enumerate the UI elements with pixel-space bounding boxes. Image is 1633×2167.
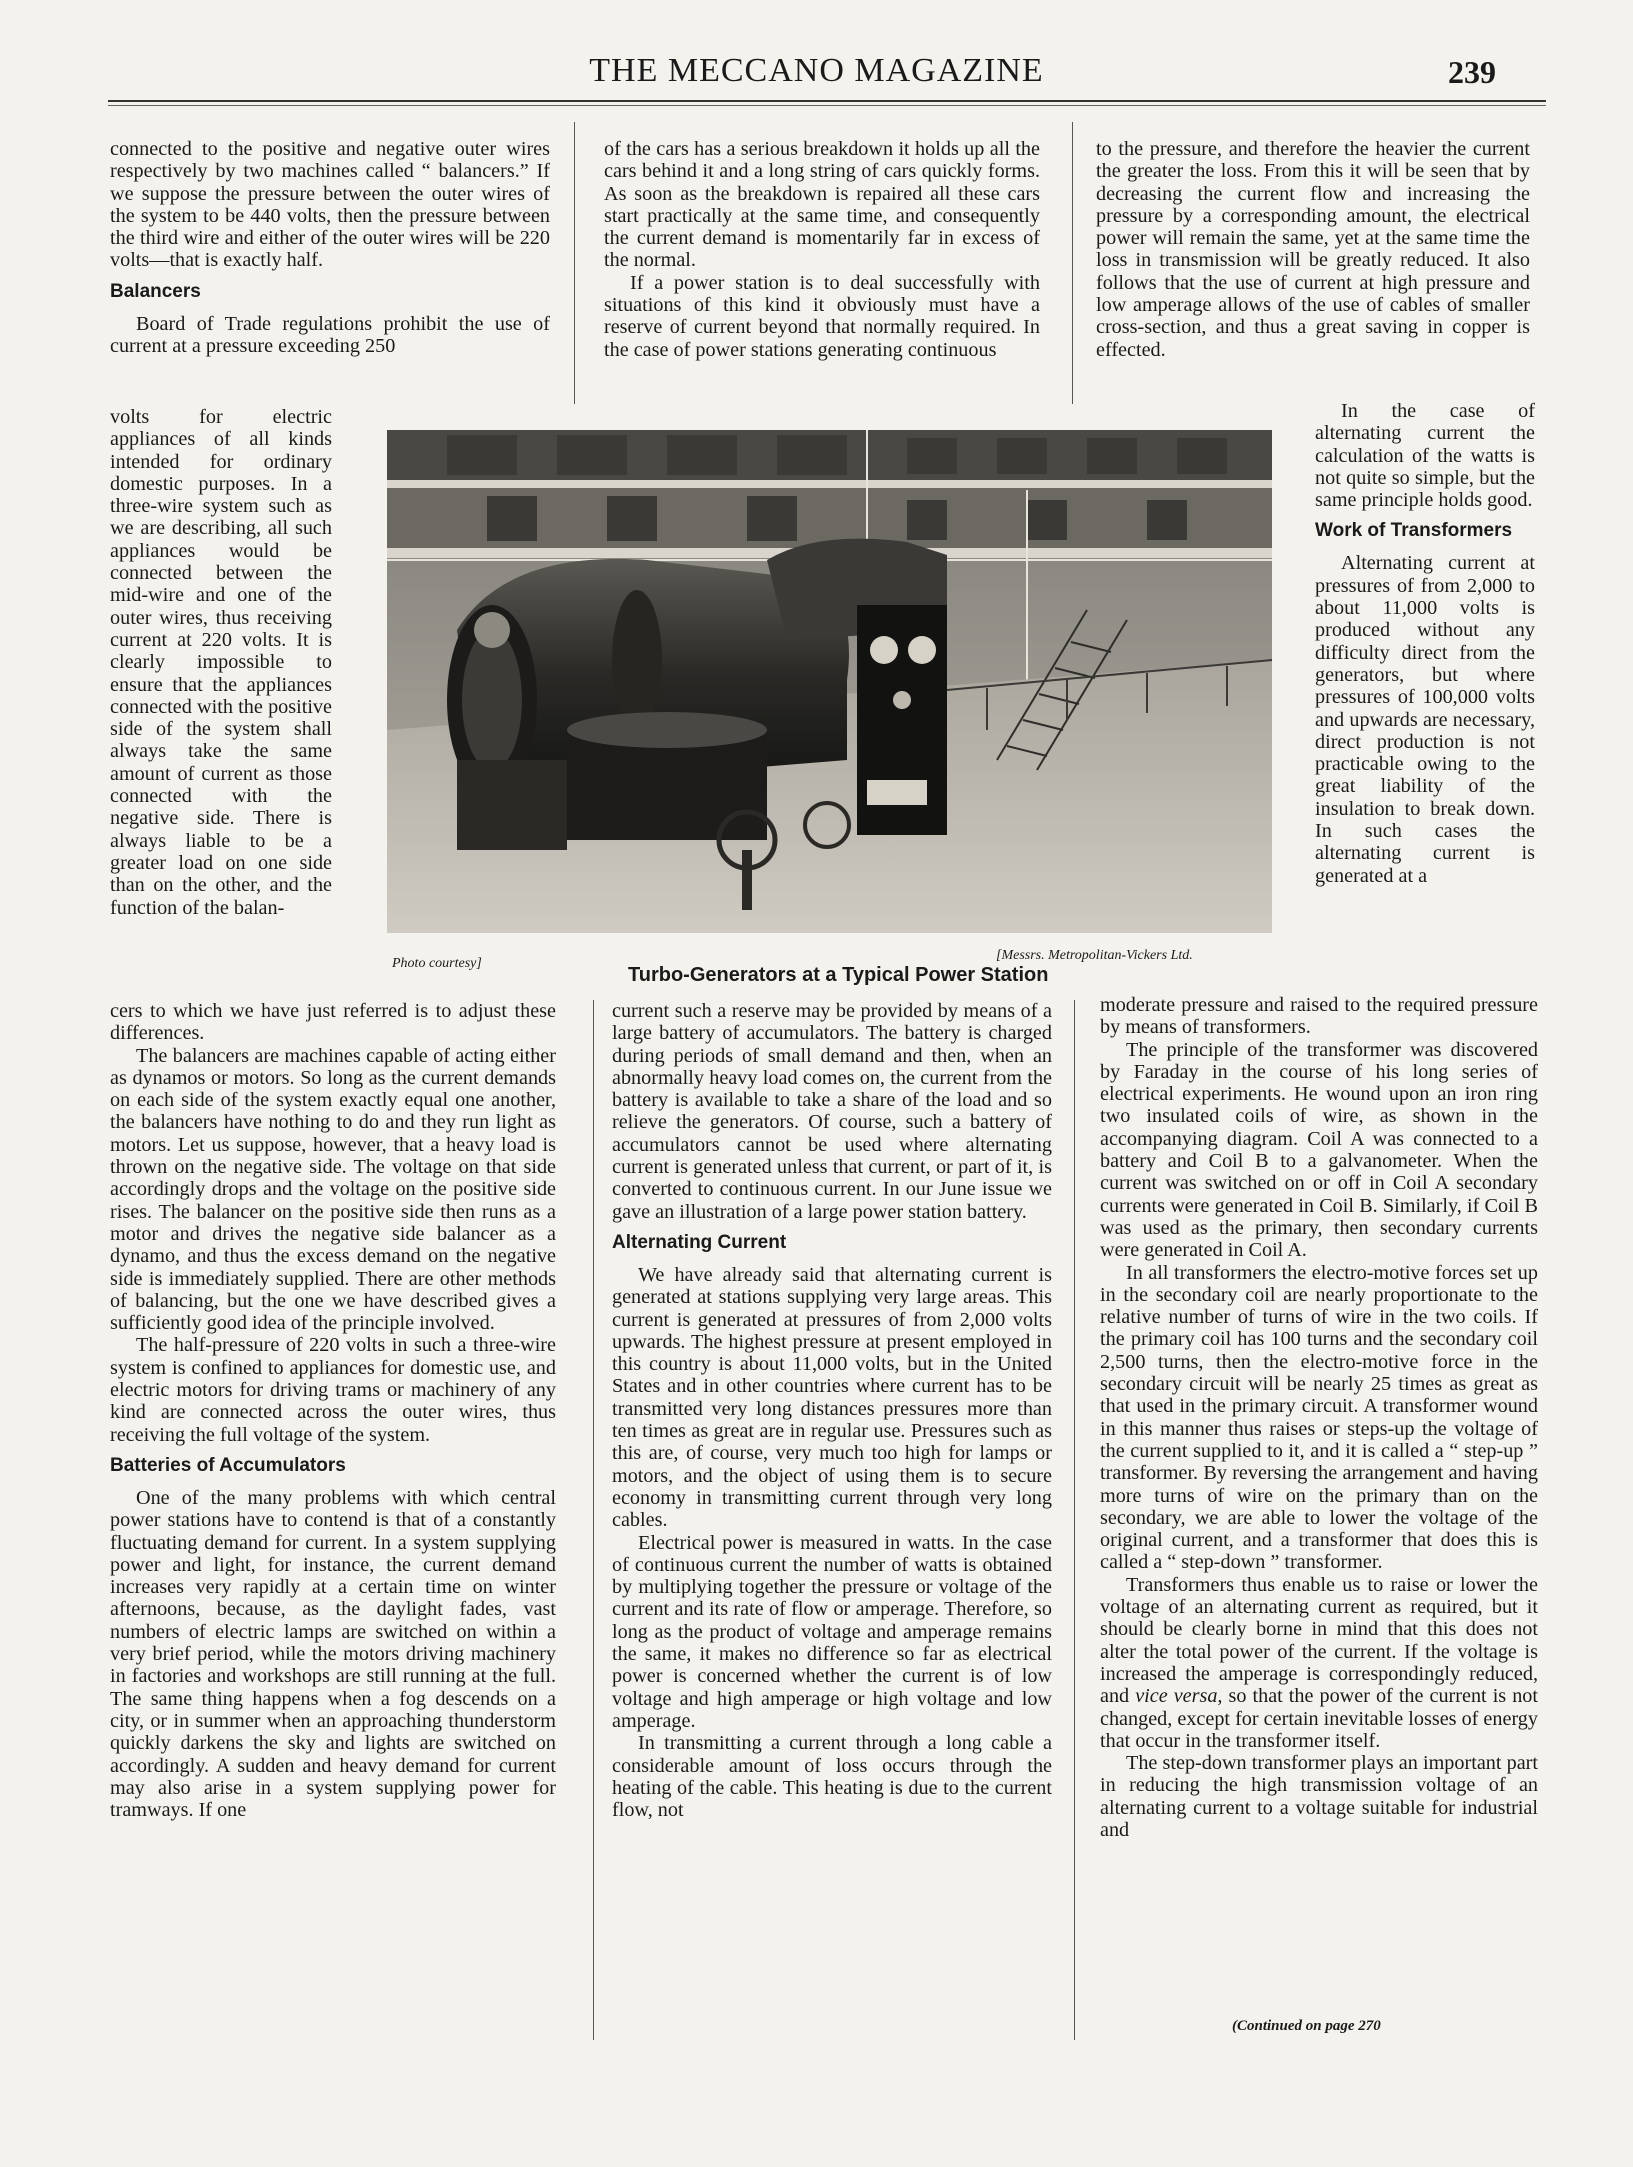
paragraph: One of the many problems with which central power stations have to contend is that of a constantly fluctuating demand for current. In a system supplying power and light, for instance, the current demand increases very rapidly at a certain time on winter afternoons, because, as the daylight fades, vast numbers of electric lamps are switched on within a very brief period, while the motors driving machinery in factories and workshops are still running at the full. The same thing happens when a fog descends on a city, or in summer when an approaching thunderstorm quickly darkens the sky and lights are switched on accordingly. A sudden and heavy demand for current may also arise in a system supplying power for tramways. If one xyxy=(110,1486,556,1822)
photo-illustration xyxy=(387,430,1272,933)
photo-credit-right: [Messrs. Metropolitan-Vickers Ltd. xyxy=(996,948,1193,963)
header-rule-secondary xyxy=(108,105,1546,106)
paragraph: cers to which we have just referred is to adjust these differences. xyxy=(110,1000,556,1045)
column-divider xyxy=(1072,122,1073,404)
section-heading-transformers: Work of Transformers xyxy=(1315,520,1513,542)
column-3-bottom xyxy=(1100,994,1538,1841)
column-2-bottom xyxy=(612,1000,1052,1821)
column-1-bottom xyxy=(110,1000,556,1821)
column-divider xyxy=(593,1000,594,2040)
section-heading-batteries: Batteries of Accumulators xyxy=(110,1454,346,1476)
magazine-title: THE MECCANO MAGAZINE xyxy=(589,52,1044,89)
paragraph: current such a reserve may be provided by means of a large battery of accumulators. The battery is charged during periods of small demand and then, when an abnormally heavy load comes on, the current from the battery is available to take a share of the load and so relieve the generators. Of course, such a battery of accumulators cannot be used where alternating current is generated unless that current, or part of it, is converted to continuous current. In our June issue we gave an illustration of a large power station battery. xyxy=(612,1000,1052,1223)
paragraph xyxy=(1100,1574,1538,1752)
text-run: Transformers thus enable us to raise or lower the voltage of an alternating current as required, but it should be clearly borne in mind that this does not alter the total power of the current. If the voltage is increased the amperage is correspondingly reduced, and xyxy=(1100,1573,1538,1708)
column-divider xyxy=(574,122,575,404)
paragraph: Electrical power is measured in watts. In the case of continuous current the number of watts is obtained by multiplying together the pressure or voltage of the current and its rate of flow or amperage. Therefore, so long as the product of voltage and amperage remains the same, it makes no difference so far as electrical power is concerned whether the current is of low voltage and high amperage or high voltage and low amperage. xyxy=(612,1531,1052,1732)
turbo-generator-photo xyxy=(387,430,1272,933)
paragraph: In all transformers the electro-motive forces set up in the secondary coil are nearly proportionate to the relative number of turns of wire in the two coils. If the primary coil has 100 turns and the secondary coil 2,500 turns, then the electro-motive force in the secondary circuit will be nearly 25 times as great as that used in the primary circuit. A transformer wound in this manner thus raises or steps-up the voltage of the current supplied to it, and it is called a “ step-up ” transformer. By reversing the arrangement and having more turns of wire on the primary than on the secondary, we are able to lower the voltage of the original current, and a transformer that does this is called a “ step-down ” transformer. xyxy=(1100,1261,1538,1574)
paragraph: Alternating current at pressures of from 2,000 to about 11,000 volts is produced without any difficulty direct from the generators, but where pressures of 100,000 volts and upwards are necessary, direct production is not practicable owing to the great liability of the insulation to break down. In such cases the alternating current is generated at a xyxy=(1315,552,1535,887)
section-heading-alternating-current: Alternating Current xyxy=(612,1231,787,1253)
column-divider xyxy=(1074,1000,1075,2040)
paragraph: of the cars has a serious breakdown it holds up all the cars behind it and a long string of cars quickly forms. As soon as the breakdown is repaired all these cars start practically at the same time, and consequently the current demand is momentarily far in excess of the normal. xyxy=(604,138,1040,272)
continued-note: (Continued on page 270 xyxy=(1232,2018,1381,2034)
column-2-top xyxy=(604,138,1040,361)
column-1-top xyxy=(110,138,550,357)
paragraph: In transmitting a current through a long cable a considerable amount of loss occurs through the heating of the cable. This heating is due to the current flow, not xyxy=(612,1732,1052,1822)
paragraph: connected to the positive and negative outer wires respectively by two machines called “ balancers.” If we suppose the pressure between the outer wires of the system to be 440 volts, then the pressure between the third wire and either of the outer wires will be 220 volts—that is exactly half. xyxy=(110,138,550,272)
photo-credit-left: Photo courtesy] xyxy=(392,956,482,971)
paragraph: The step-down transformer plays an important part in reducing the high transmission voltage of an alternating current to a voltage suitable for industrial and xyxy=(1100,1752,1538,1841)
paragraph: volts for electric appliances of all kinds intended for ordinary domestic purposes. In a three-wire system such as we are describing, all such appliances would be connected between the mid-wire and one of the outer wires, thus receiving current at 220 volts. It is clearly impossible to ensure that the appliances connected with the positive side of the system shall always take the same amount of current as those connected with the negative side. There is always liable to be a greater load on one side than on the other, and the function of the balan- xyxy=(110,406,332,919)
paragraph: moderate pressure and raised to the required pressure by means of transformers. xyxy=(1100,994,1538,1039)
paragraph: The principle of the transformer was discovered by Faraday in the course of his long series of electrical experiments. He wound upon an iron ring two insulated coils of wire, as shown in the accompanying diagram. Coil A was connected to a battery and Coil B to a galvanometer. When the current was switched on or off in Coil A secondary currents were generated in Coil B. Similarly, if Coil B was used as the primary, then secondary currents were generated in Coil A. xyxy=(1100,1038,1538,1262)
paragraph: The balancers are machines capable of acting either as dynamos or motors. So long as the current demands on each side of the system exactly equal one another, the balancers have nothing to do and they run light as motors. Let us suppose, however, that a heavy load is thrown on the negative side. The voltage on that side accordingly drops and the voltage on the positive side rises. The balancer on the positive side then runs as a motor and drives the negative side balancer as a dynamo, and thus the excess demand on the negative side is immediately supplied. There are other methods of balancing, but the one we have described gives a sufficiently good idea of the principle involved. xyxy=(110,1044,556,1335)
header-rule xyxy=(108,100,1546,102)
paragraph: to the pressure, and therefore the heavier the current the greater the loss. From this it will be seen that by decreasing the current flow and increasing the pressure by a corresponding amount, the electrical power will remain the same, yet at the same time the loss in transmission will be greatly reduced. It also follows that the use of current at high pressure and low amperage allows of the use of cables of smaller cross-section, and thus a great saving in copper is effected. xyxy=(1096,138,1530,361)
photo-caption: Turbo-Generators at a Typical Power Station xyxy=(628,964,1049,986)
italic-text: vice versa, xyxy=(1135,1685,1223,1708)
section-heading-balancers: Balancers xyxy=(110,280,201,302)
paragraph: We have already said that alternating current is generated at stations supplying very large areas. This current is generated at pressures of from 2,000 volts upwards. The highest pressure at present employed in this country is about 11,000 volts, but in the United States and in other countries where current has to be transmitted very long distances pressures more than ten times as great are in regular use. Pressures such as this are, of course, very much too high for lamps or motors, and the object of using them is to secure economy in transmitting current through very long cables. xyxy=(612,1263,1052,1532)
paragraph: Board of Trade regulations prohibit the use of current at a pressure exceeding 250 xyxy=(110,312,550,358)
text-run: so that the power of the current is not changed, except for certain inevitable losses of energy that occur in the transformer itself. xyxy=(1100,1685,1538,1752)
column-3-narrow xyxy=(1315,400,1535,887)
paragraph: In the case of alternating current the calculation of the watts is not quite so simple, but the same principle holds good. xyxy=(1315,400,1535,512)
column-1-narrow xyxy=(110,406,332,919)
page-number: 239 xyxy=(1448,54,1496,90)
paragraph: If a power station is to deal successfully with situations of this kind it obviously must have a reserve of current beyond that normally required. In the case of power stations generating continuous xyxy=(604,271,1040,361)
paragraph: The half-pressure of 220 volts in such a three-wire system is confined to appliances for domestic use, and electric motors for driving trams or machinery of any kind are connected across the outer wires, thus receiving the full voltage of the system. xyxy=(110,1334,556,1446)
column-3-top xyxy=(1096,138,1530,361)
